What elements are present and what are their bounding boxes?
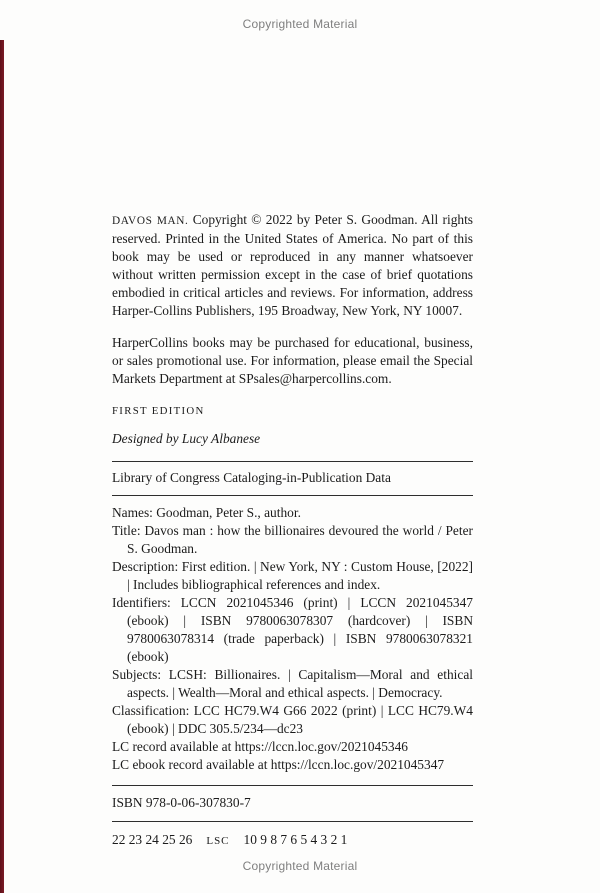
cip-entry-subjects: Subjects: LCSH: Billionaires. | Capitalism—Moral and ethical aspects. | Wealth—Moral and ethical aspects. | Democracy. (112, 667, 473, 700)
cip-block (112, 504, 473, 774)
book-title-smallcaps: DAVOS MAN. (112, 215, 189, 227)
copyright-notice-paragraph (112, 211, 473, 320)
cip-entry-identifiers: Identifiers: LCCN 2021045346 (print) | LCCN 2021045347 (ebook) | ISBN 9780063078307 (hardcover) | ISBN 9780063078314 (trade paperback) | ISBN 9780063078321 (ebook) (112, 595, 473, 664)
divider-rule-4 (112, 821, 473, 822)
copyright-notice-text: Copyright © 2022 by Peter S. Goodman. All rights reserved. Printed in the United States of America. No part of this book may be used or reproduced in any manner whatsoever without written permission except in the case of brief quotations embodied in critical articles and reviews. For information, address Harper-Collins Publishers, 195 Broadway, New York, NY 10007. (112, 212, 474, 318)
cip-entry-title: Title: Davos man : how the billionaires devoured the world / Peter S. Goodman. (112, 523, 473, 556)
edition-label: FIRST EDITION (112, 405, 205, 417)
cip-entry-classification: Classification: LCC HC79.W4 G66 2022 (print) | LCC HC79.W4 (ebook) | DDC 305.5/234—dc23 (112, 703, 473, 736)
designer-credit: Designed by Lucy Albanese (112, 431, 261, 446)
copyrighted-material-watermark-top: Copyrighted Material (242, 17, 358, 31)
cip-entry-lc-ebook-record: LC ebook record available at https://lccn.loc.gov/2021045347 (112, 757, 445, 772)
divider-rule-3 (112, 785, 473, 786)
printer-name: LSC (206, 835, 230, 847)
printers-key-line (112, 831, 473, 850)
copyrighted-material-watermark-bottom: Copyrighted Material (242, 859, 358, 873)
cip-entry-names: Names: Goodman, Peter S., author. (112, 505, 301, 520)
cip-entry-lc-record: LC record available at https://lccn.loc.gov/2021045346 (112, 739, 409, 754)
sales-notice-paragraph: HarperCollins books may be purchased for educational, business, or sales promotional use. For information, please email the Special Markets Department at SPsales@harpercollins.com. (112, 335, 473, 386)
book-spine-edge (0, 40, 4, 893)
cip-entry-description: Description: First edition. | New York, NY : Custom House, [2022] | Includes bibliographical references and index. (112, 559, 473, 592)
copyright-text-block (112, 211, 473, 850)
printers-key-numbers: 10 9 8 7 6 5 4 3 2 1 (243, 832, 348, 847)
divider-rule-2 (112, 495, 473, 496)
cip-heading: Library of Congress Cataloging-in-Publication Data (112, 470, 391, 485)
isbn-line: ISBN 978-0-06-307830-7 (112, 795, 251, 810)
divider-rule-1 (112, 461, 473, 462)
printers-key-years: 22 23 24 25 26 (112, 832, 193, 847)
